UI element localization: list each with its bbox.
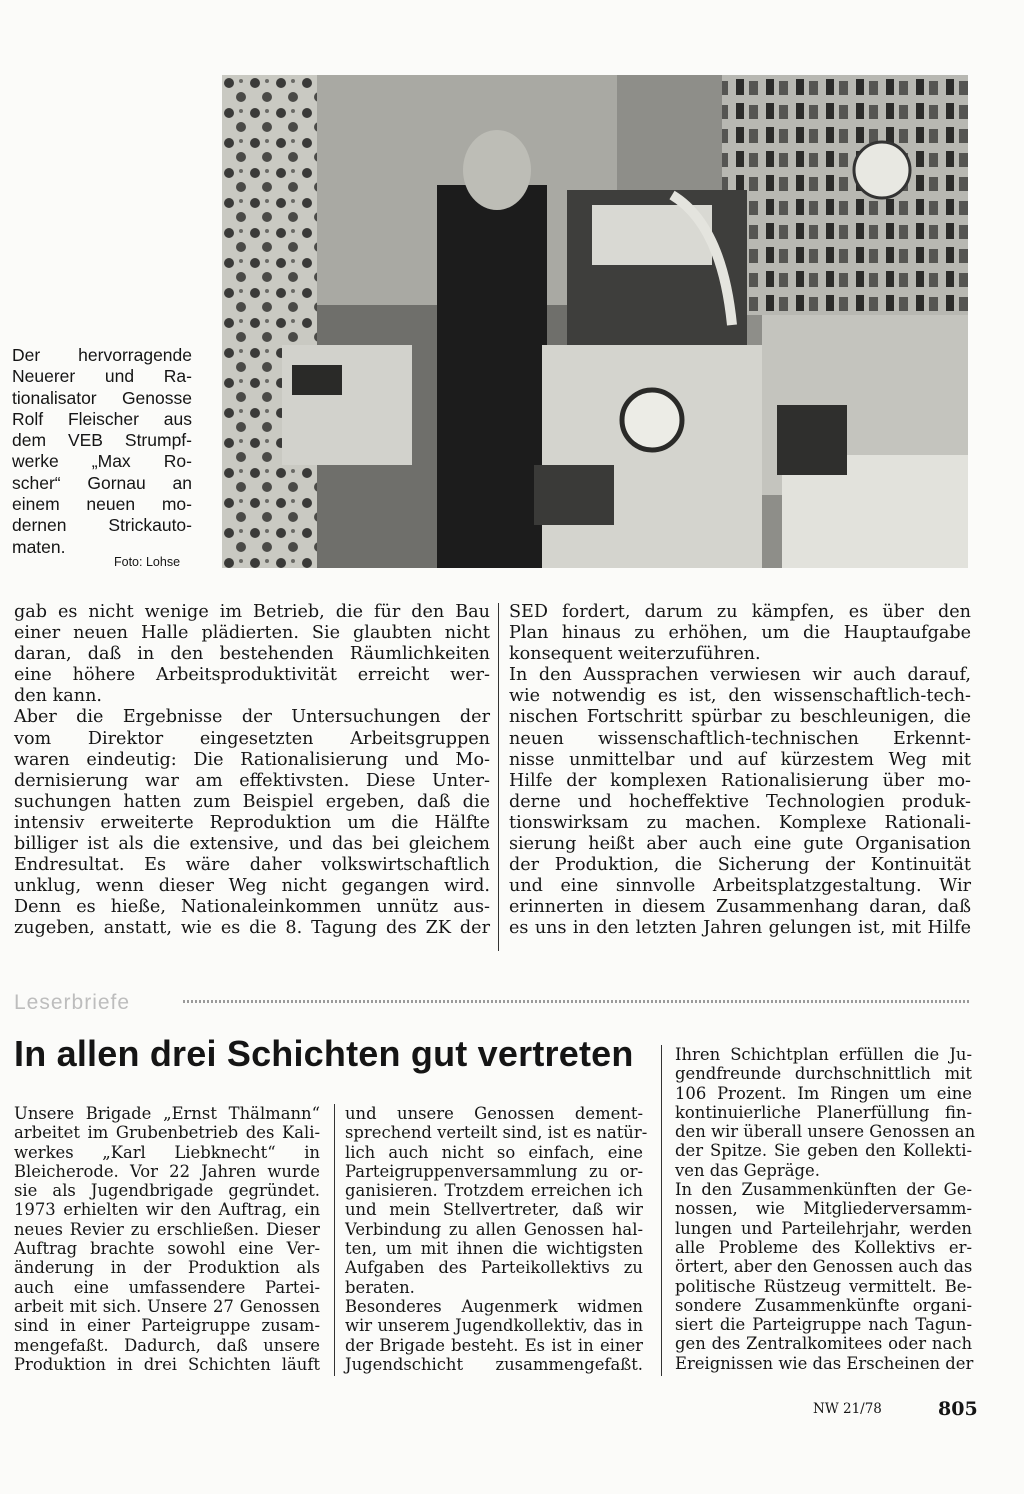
- photo-credit: Foto: Lohse: [114, 555, 181, 569]
- caption-line: einem neuen mo-: [12, 494, 192, 515]
- section-kicker: Leserbriefe: [14, 991, 131, 1014]
- page-number: 805: [938, 1398, 978, 1420]
- issue-number: NW 21/78: [813, 1401, 882, 1417]
- text-line: siert die Parteigruppe nach Tagun-: [675, 1315, 972, 1335]
- text-line: Bleicherode. Vor 22 Jahren wurde: [14, 1161, 320, 1181]
- text-line: sind in einer Parteigruppe zusam-: [14, 1316, 320, 1336]
- photo-illustration: [222, 75, 968, 568]
- text-line: werkes „Karl Liebknecht“ in: [14, 1142, 320, 1162]
- text-line: eine höhere Arbeitsproduktivität erreicht wer-: [14, 665, 490, 686]
- text-line: und eine sinnvolle Arbeitsplatzgestaltung. Wir: [509, 876, 971, 897]
- text-line: Aber die Ergebnisse der Untersuchungen der: [14, 707, 490, 728]
- text-line: sierung heißt aber auch eine gute Organisation: [509, 834, 971, 855]
- text-line: sprechend verteilt sind, ist es natür-: [345, 1123, 648, 1143]
- text-line: wir unserem Jugendkollektiv, das in: [345, 1316, 643, 1336]
- text-line: intensiv erweiterte Reproduktion um die Hälfte: [14, 812, 490, 833]
- text-line: Verbindung zu allen Genossen hal-: [345, 1219, 643, 1239]
- text-line: nischen Fortschritt spürbar zu beschleunigen, die: [509, 707, 971, 728]
- text-line: ten, um mit ihnen die wichtigsten: [345, 1239, 643, 1259]
- text-line: änderung in der Produktion als: [14, 1258, 320, 1278]
- text-line: einer neuen Halle plädierten. Sie glaubten nicht: [14, 623, 490, 644]
- text-line: konsequent weiterzuführen.: [509, 644, 761, 665]
- column-divider: [498, 603, 499, 951]
- article-column-left: [14, 602, 490, 940]
- text-line: ven das Gepräge.: [675, 1160, 820, 1180]
- text-line: daran, daß in den bestehenden Räumlichkeiten: [14, 644, 490, 665]
- text-line: den kann.: [14, 686, 103, 707]
- text-line: arbeitet im Grubenbetrieb des Kali-: [14, 1123, 320, 1143]
- text-line: Hilfe der komplexen Rationalisierung über mo-: [509, 770, 971, 791]
- text-line: Denn es hieße, Nationaleinkommen unnütz aus-: [14, 897, 490, 918]
- text-line: und unsere Genossen dement-: [345, 1104, 643, 1123]
- text-line: vom Direktor eingesetzten Arbeitsgruppen: [14, 728, 490, 749]
- article-column-right: [509, 602, 971, 940]
- caption-line: scher“ Gornau an: [12, 472, 192, 493]
- text-line: suchungen hatten zum Beispiel ergeben, daß die: [14, 791, 490, 812]
- text-line: Ereignissen wie das Erscheinen der: [675, 1353, 974, 1373]
- text-line: und mein Stellvertreter, daß wir: [345, 1200, 643, 1220]
- text-line: beraten.: [345, 1277, 415, 1297]
- text-line: zugeben, anstatt, wie es die 8. Tagung des ZK der: [14, 918, 490, 939]
- text-line: der Spitze. Sie geben den Kollekti-: [675, 1141, 972, 1161]
- text-line: Produktion in drei Schichten läuft: [14, 1354, 320, 1374]
- caption-line: tionalisator Genosse: [12, 387, 192, 408]
- caption-line: werke „Max Ro-: [12, 451, 192, 472]
- caption-line: Der hervorragende: [12, 345, 192, 365]
- text-line: lungen und Parteilehrjahr, werden: [675, 1218, 972, 1238]
- caption-line: Neuerer und Ra-: [12, 366, 192, 387]
- text-line: ganisieren. Trotzdem erreichen ich: [345, 1181, 643, 1201]
- text-line: gendfreunde durchschnittlich mit: [675, 1064, 972, 1084]
- text-line: gab es nicht wenige im Betrieb, die für den Bau: [14, 602, 490, 622]
- text-line: erinnerten in diesem Zusammenhang daran, daß: [509, 897, 971, 918]
- text-line: 1973 erhielten wir den Auftrag, ein: [14, 1200, 320, 1220]
- letter-column-2: [345, 1104, 648, 1374]
- text-line: neues Revier zu erschließen. Dieser: [14, 1219, 320, 1239]
- text-line: sondere Zusammenkünfte organi-: [675, 1295, 972, 1315]
- text-line: sie als Jugendbrigade gegründet.: [14, 1181, 320, 1201]
- text-line: 106 Prozent. Im Ringen um eine: [675, 1083, 972, 1103]
- text-line: es uns in den letzten Jahren gelungen ist, mit Hilfe: [509, 918, 971, 939]
- caption-line: dem VEB Strumpf-: [12, 430, 192, 451]
- text-line: unklug, wenn dieser Weg nicht gegangen wird.: [14, 876, 490, 897]
- text-line: Plan hinaus zu erhöhen, um die Hauptaufgabe: [509, 623, 971, 644]
- caption-line: maten.: [12, 536, 66, 557]
- column-divider: [334, 1104, 335, 1376]
- text-line: Jugendschicht zusammengefaßt.: [345, 1354, 643, 1374]
- letter-headline: In allen drei Schichten gut vertreten: [14, 1033, 634, 1074]
- photo-caption: [12, 345, 192, 558]
- text-line: alle Probleme des Kollektivs er-: [675, 1237, 972, 1257]
- text-line: nossen, wie Mitgliederversamm-: [675, 1199, 972, 1219]
- letter-column-3: [675, 1045, 976, 1373]
- text-line: den wir überall unsere Genossen an: [675, 1122, 976, 1142]
- text-line: SED fordert, darum zu kämpfen, es über den: [509, 602, 971, 622]
- text-line: gen des Zentralkomitees oder nach: [675, 1334, 972, 1354]
- text-line: mengefaßt. Dadurch, daß unsere: [14, 1335, 320, 1355]
- text-line: der Brigade besteht. Es ist in einer: [345, 1335, 643, 1355]
- text-line: lich auch nicht so einfach, eine: [345, 1142, 643, 1162]
- text-line: billiger ist als die extensive, und das bei gleichem: [14, 834, 490, 855]
- text-line: In den Aussprachen verwiesen wir auch darauf,: [509, 665, 971, 686]
- text-line: Endresultat. Es wäre daher volkswirtschaftlich: [14, 855, 490, 876]
- text-line: Besonderes Augenmerk widmen: [345, 1296, 643, 1316]
- text-line: kontinuierliche Planerfüllung fin-: [675, 1102, 972, 1122]
- photo-strickautomat: [222, 75, 968, 568]
- caption-line: dernen Strickauto-: [12, 515, 192, 536]
- text-line: In den Zusammenkünften der Ge-: [675, 1180, 972, 1200]
- text-line: derne und hocheffektive Technologien produk-: [509, 791, 971, 812]
- text-line: arbeit mit sich. Unsere 27 Genossen: [14, 1296, 320, 1316]
- text-line: örtert, aber den Genossen auch das: [675, 1257, 973, 1277]
- column-divider: [661, 1045, 662, 1376]
- text-line: der Produktion, die Sicherung der Kontinuität: [509, 855, 971, 876]
- text-line: dernisierung war am effektivsten. Diese Unter-: [14, 770, 490, 791]
- caption-line: Rolf Fleischer aus: [12, 408, 192, 429]
- section-rule: [183, 1000, 970, 1003]
- text-line: politische Rüstzeug vermittelt. Be-: [675, 1276, 972, 1296]
- text-line: Ihren Schichtplan erfüllen die Ju-: [675, 1045, 972, 1064]
- text-line: waren eindeutig: Die Rationalisierung und Mo-: [14, 749, 490, 770]
- text-line: Parteigruppenversammlung zu or-: [345, 1161, 643, 1181]
- text-line: Aufgaben des Parteikollektivs zu: [345, 1258, 643, 1278]
- text-line: Unsere Brigade „Ernst Thälmann“: [14, 1104, 320, 1123]
- text-line: nisse unmittelbar und auf kürzestem Weg mit: [509, 749, 971, 770]
- text-line: tionswirksam zu machen. Komplexe Rationali-: [509, 812, 971, 833]
- text-line: wie notwendig es ist, den wissenschaftlich-tech-: [509, 686, 971, 707]
- text-line: auch eine umfassendere Partei-: [14, 1277, 320, 1297]
- text-line: Auftrag brachte sowohl eine Ver-: [14, 1239, 320, 1259]
- letter-column-1: [14, 1104, 320, 1374]
- text-line: neuen wissenschaftlich-technischen Erkennt-: [509, 728, 971, 749]
